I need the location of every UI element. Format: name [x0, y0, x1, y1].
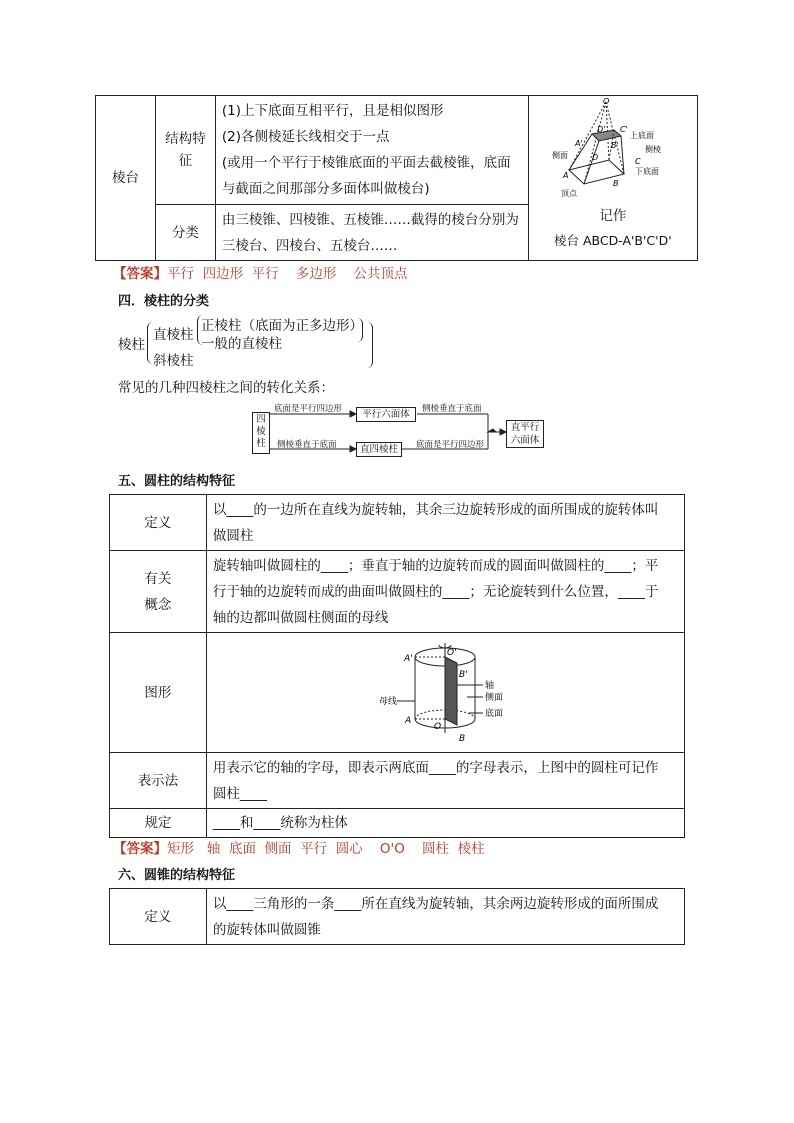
prism-sub-1: 正棱柱（底面为正多边形）: [201, 318, 363, 334]
section-5-title: 五、圆柱的结构特征: [118, 474, 236, 489]
struct-line-4: 与截面之间那部分多面体叫做棱台): [221, 181, 430, 197]
cyl-label-O: O: [433, 722, 441, 732]
prism-root: 棱柱: [118, 337, 145, 353]
label-top: 上底面: [630, 131, 655, 140]
label-bottom: 下底面: [635, 167, 660, 176]
label-C1: C': [620, 125, 629, 134]
section-4-title: 四．棱柱的分类: [118, 294, 210, 309]
cyl-label-A1: A': [403, 654, 413, 664]
flow-upper-arrow1: 底面是平行四边形: [274, 404, 343, 414]
answer-2-text: 矩形 轴 底面 侧面 平行 圆心 O'O 圆柱 棱柱: [167, 841, 485, 857]
brace-close-2: [366, 322, 373, 368]
flow-upper-arrow2: 侧棱垂直于底面: [422, 404, 482, 414]
cylinder-table: [109, 494, 685, 838]
cyl-notation-line-2: 圆柱____: [212, 785, 267, 802]
cyl-label-side: 侧面: [484, 693, 503, 703]
note-text: 棱台 ABCD-A'B'C'D': [553, 233, 672, 248]
cyl-figure-cell: [206, 633, 684, 753]
cyl-concept-line-2: 行于轴的边旋转而成的曲面叫做圆柱的____；无论旋转到什么位置，____于: [212, 583, 659, 600]
struct-content: [215, 96, 528, 205]
cyl-def-label: 定义: [110, 495, 207, 551]
label-O: O: [603, 97, 610, 106]
frustum-figure-cell: [529, 96, 698, 261]
cyl-label-A: A: [404, 716, 412, 726]
cyl-def-content: [206, 495, 684, 551]
class-label: 分类: [155, 205, 215, 261]
prism-flow-diagram: [252, 400, 552, 460]
cyl-label-generatrix: 母线: [378, 697, 397, 707]
struct-label-text: 结构特征: [165, 131, 206, 169]
cone-table: [109, 888, 685, 945]
class-content: [215, 205, 528, 261]
struct-line-1: (1)上下底面互相平行，且是相似图形: [221, 103, 444, 119]
label-B1: B': [611, 141, 620, 150]
answer-1-text: 平行 四边形 平行 多边形 公共顶点: [167, 266, 408, 282]
flow-lower-arrow2: 底面是平行四边形: [416, 440, 485, 450]
cyl-concept-label-2: 概念: [144, 596, 172, 613]
cyl-notation-content: [206, 753, 684, 809]
answer-2: [113, 837, 485, 857]
cyl-concept-label: [110, 551, 207, 633]
flow-lower-box: 直四棱柱: [356, 442, 402, 457]
cyl-label-bottom: 底面: [484, 709, 503, 719]
cyl-label-axis: 轴: [484, 681, 494, 691]
flow-lower-arrow1: 侧棱垂直于底面: [277, 440, 337, 450]
label-D1: D': [597, 125, 606, 134]
cyl-def-line-2: 做圆柱: [212, 527, 254, 544]
cyl-notation-line-1: 用表示它的轴的字母，即表示两底面____的字母表示，上图中的圆柱可记作: [212, 759, 659, 776]
struct-line-3: (或用一个平行于棱锥底面的平面去截棱锥，底面: [221, 155, 511, 171]
cyl-concept-label-1: 有关: [144, 570, 172, 587]
answer-2-tag: 【答案】: [113, 841, 167, 857]
flow-upper-box: 平行六面体: [356, 407, 416, 422]
class-line-1: 由三棱锥、四棱锥、五棱锥……截得的棱台分别为: [221, 211, 519, 228]
label-A1: A': [575, 139, 583, 148]
cyl-concept-content: [206, 551, 684, 633]
frustum-row-label: 棱台: [96, 96, 156, 261]
flow-end: 直平行六面体: [506, 420, 544, 448]
answer-1: [113, 262, 408, 282]
note-title: 记作: [599, 208, 627, 224]
label-D: D: [592, 153, 599, 162]
label-A: A: [563, 171, 569, 180]
brace-close-1: [356, 318, 363, 342]
relation-text: 常见的几种四棱柱之间的转化关系：: [118, 380, 334, 396]
cone-def-line-2: 的旋转体叫做圆锥: [212, 921, 321, 938]
answer-1-tag: 【答案】: [113, 266, 167, 282]
cone-def-content: [206, 889, 684, 945]
label-C: C: [635, 157, 641, 166]
cyl-figure-label: 图形: [110, 633, 207, 753]
cyl-def-line-1: 以____的一边所在直线为旋转轴，其余三边旋转形成的面所围成的旋转体叫: [212, 501, 659, 518]
prism-branch-2: 斜棱柱: [153, 353, 194, 369]
section-6-title: 六、圆锥的结构特征: [118, 868, 236, 883]
label-vertex: 顶点: [561, 189, 578, 198]
frustum-table: [95, 95, 698, 261]
cyl-notation-label: 表示法: [110, 753, 207, 809]
label-side-edge: 侧棱: [645, 145, 662, 154]
class-line-2: 三棱台、四棱台、五棱台……: [221, 237, 398, 254]
cyl-rule-content: ____和____统称为柱体: [206, 809, 684, 838]
cone-def-line-1: 以____三角形的一条____所在直线为旋转轴，其余两边旋转形成的面所围成: [212, 895, 659, 912]
cyl-label-B1: B': [458, 670, 468, 680]
cyl-concept-line-3: 轴的边都叫做圆柱侧面的母线: [212, 609, 389, 626]
struct-line-2: (2)各侧棱延长线相交于一点: [221, 129, 390, 145]
struct-label: [155, 96, 215, 205]
cyl-label-B: B: [458, 734, 466, 744]
cyl-label-O1: O': [446, 648, 457, 658]
label-side-face: 侧面: [552, 151, 569, 160]
label-B: B: [613, 179, 619, 188]
frustum-figure: [529, 96, 696, 206]
cyl-concept-line-1: 旋转轴叫做圆柱的____；垂直于轴的边旋转而成的圆面叫做圆柱的____；平: [212, 557, 659, 574]
prism-sub-2: 一般的直棱柱: [201, 336, 282, 352]
prism-branch-1: 直棱柱: [153, 327, 194, 343]
cylinder-figure: [207, 633, 684, 753]
cyl-rule-label: 规定: [110, 809, 207, 838]
flow-start-text: 四棱柱: [256, 414, 266, 449]
cone-def-label: 定义: [110, 889, 207, 945]
